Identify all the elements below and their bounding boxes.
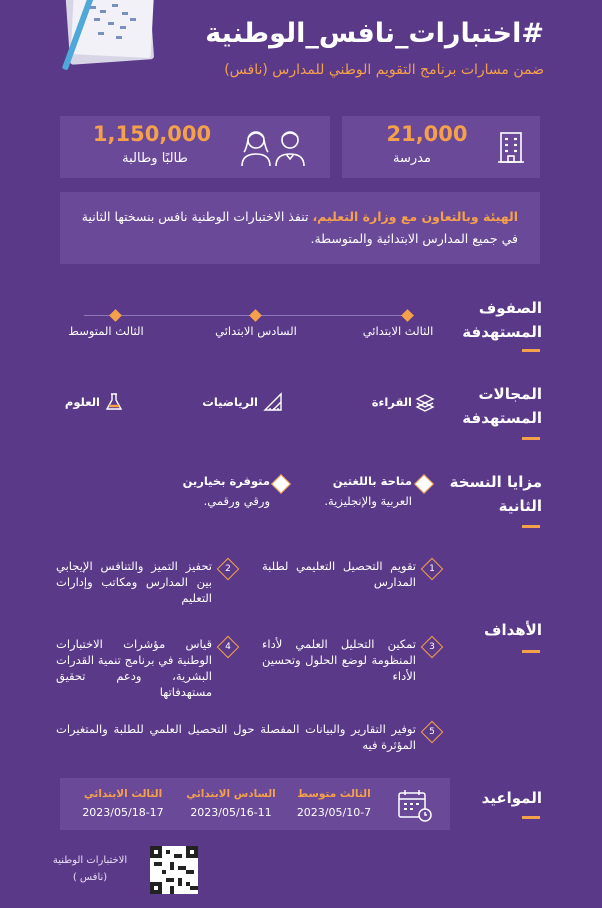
books-icon xyxy=(414,391,436,413)
grade-item: السادس الابتدائي xyxy=(215,324,297,338)
date-value: 2023/05/16-11 xyxy=(190,806,272,819)
schools-label: مدرسة xyxy=(393,151,431,166)
building-icon xyxy=(496,130,526,164)
flask-icon xyxy=(103,391,125,413)
feature-title: متوفرة بخيارين xyxy=(182,474,270,488)
date-grade: الثالث الابتدائي xyxy=(83,788,163,800)
date-value: 2023/05/10-7 xyxy=(296,806,372,819)
dates-card xyxy=(60,778,450,830)
field-label-reading: القراءة xyxy=(371,395,412,409)
intro-text: تنفذ الاختبارات الوطنية نافس بنسختها الثانية في جميع المدارس الابتدائية والمتوسطة. xyxy=(81,209,518,246)
date-grade: الثالث متوسط xyxy=(297,788,371,800)
dates-accent-bar xyxy=(522,816,540,819)
field-label-math: الرياضيات xyxy=(202,395,258,409)
students-count: 1,150,000 xyxy=(92,122,212,146)
goals-accent-bar xyxy=(522,650,540,653)
date-grade: السادس الابتدائي xyxy=(186,788,276,800)
features-accent-bar xyxy=(522,525,540,528)
field-label-science: العلوم xyxy=(64,395,100,409)
grades-accent-bar xyxy=(522,349,540,352)
qr-code xyxy=(150,846,198,894)
grade-item: الثالث الابتدائي xyxy=(362,324,434,338)
grade-marker-2 xyxy=(249,309,262,322)
features-section-title: مزايا النسخة الثانية xyxy=(449,473,542,515)
students-stat-card xyxy=(60,116,330,178)
feature-text: ورقي ورقمي. xyxy=(203,494,270,508)
footer-brand-line2: (نافس ) xyxy=(72,872,108,883)
goal-number-badge: 4 xyxy=(217,636,240,659)
intro-card xyxy=(60,192,540,264)
page-title: #اختبارات_نافس_الوطنية xyxy=(205,18,544,49)
ruler-triangle-icon xyxy=(262,391,284,413)
dates-section-title: المواعيد xyxy=(481,789,542,807)
goal-item: تحفيز التميز والتنافس الإيجابي بين المدارس ومكاتب وإدارات التعليم xyxy=(56,559,212,605)
feature-marker-2 xyxy=(271,474,291,494)
students-icon xyxy=(236,126,312,168)
goal-number-badge: 3 xyxy=(421,636,444,659)
goal-number-badge: 2 xyxy=(217,558,240,581)
grades-section-title: الصفوف المستهدفة xyxy=(462,299,542,341)
goal-item: توفير التقارير والبيانات المفصلة حول التحصيل العلمي للطلبة والمتغيرات المؤثرة فيه xyxy=(56,722,416,752)
goal-number-badge: 1 xyxy=(421,558,444,581)
grade-marker-1 xyxy=(401,309,414,322)
fields-section-title: المجالات المستهدفة xyxy=(462,385,542,427)
fields-accent-bar xyxy=(522,437,540,440)
goal-number-badge: 5 xyxy=(421,721,444,744)
date-value: 2023/05/18-17 xyxy=(82,806,164,819)
page-subtitle: ضمن مسارات برنامج التقويم الوطني للمدارس (نافس) xyxy=(224,62,544,78)
footer-brand-line1: الاختبارات الوطنية xyxy=(52,855,128,866)
grade-marker-3 xyxy=(109,309,122,322)
goal-item: تمكين التحليل العلمي لأداء المنظومة لوضع الحلول وتحسين الأداء xyxy=(262,637,416,683)
schools-count: 21,000 xyxy=(386,122,468,146)
goal-item: قياس مؤشرات الاختبارات الوطنية في برنامج تنمية القدرات البشرية، ودعم تحقيق مستهدفاتها xyxy=(56,637,212,699)
goals-section-title: الأهداف xyxy=(484,621,542,639)
feature-text: العربية والإنجليزية. xyxy=(324,494,412,508)
students-label: طالبًا وطالبة xyxy=(122,151,188,166)
grade-item: الثالث المتوسط xyxy=(68,324,144,338)
feature-title: متاحة باللغتين xyxy=(332,474,412,488)
schools-stat-card xyxy=(342,116,540,178)
intro-highlight: الهيئة وبالتعاون مع وزارة التعليم، xyxy=(312,209,518,224)
calendar-icon xyxy=(396,787,434,823)
goal-item: تقويم التحصيل التعليمي لطلبة المدارس xyxy=(262,559,416,589)
